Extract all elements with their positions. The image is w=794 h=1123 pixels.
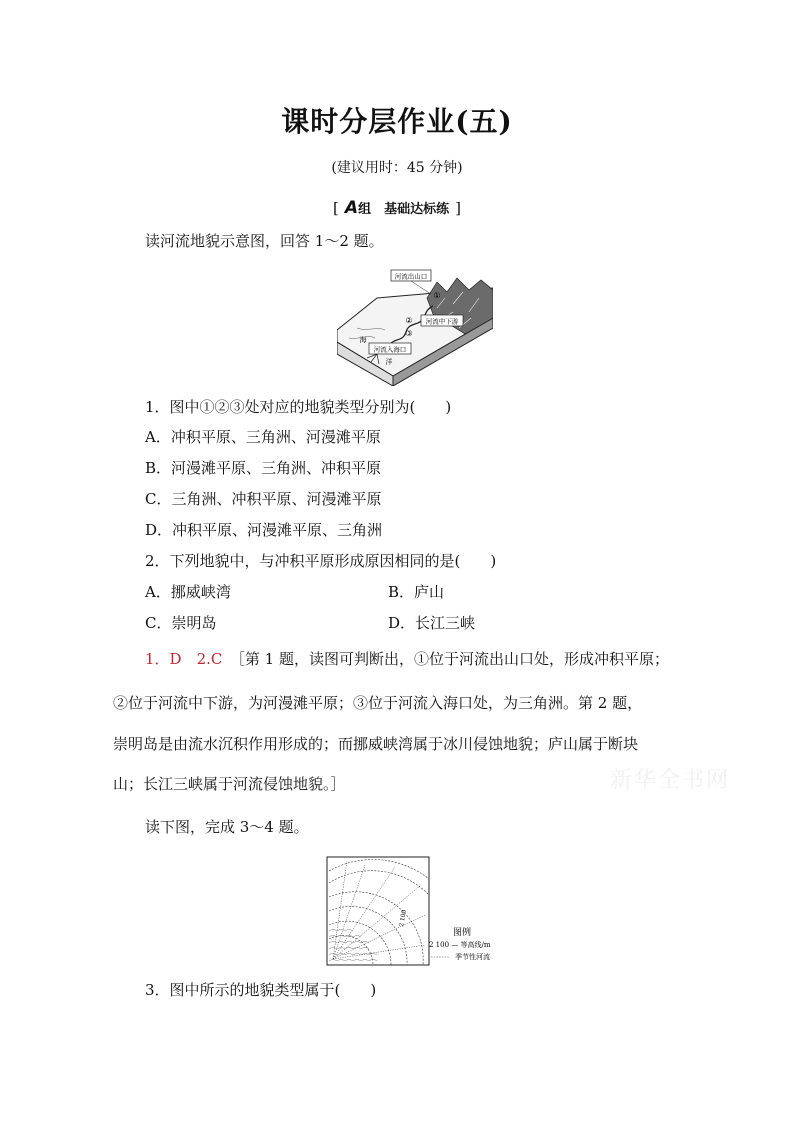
fig1-marker-2: ② <box>405 316 413 325</box>
answer-key: 1．D 2.C <box>145 650 223 668</box>
page-title: 课时分层作业(五) <box>281 105 513 138</box>
fig1-marker-1: ① <box>433 291 441 300</box>
answer-line-1 <box>145 652 669 667</box>
legend-contour: 2 100 — 等高线/m <box>429 941 491 949</box>
intro-1: 读河流地貌示意图，回答 1～2 题。 <box>145 232 384 250</box>
group-heading <box>0 198 794 218</box>
group-text: 组 基础达标练 <box>358 202 450 217</box>
intro-2: 读下图，完成 3～4 题。 <box>145 818 309 836</box>
river-landform-diagram <box>337 268 493 386</box>
answer-explanation-1: ［第 1 题，读图可判断出，①位于河流出山口处，形成冲积平原； <box>237 650 669 668</box>
fig1-label-mountain-outlet: 河流出山口 <box>394 272 428 281</box>
group-bracket-open: [ <box>333 199 339 217</box>
fig1-label-midstream: 河流中下游 <box>425 317 459 326</box>
answer-explanation-2: ②位于河流中下游，为河漫滩平原；③位于河流入海口处，为三角洲。第 2 题， <box>113 694 643 712</box>
question-1-option-b: B．河漫滩平原、三角洲、冲积平原 <box>145 459 382 477</box>
contour-map <box>325 855 505 970</box>
fig1-sea-label-1: 海 <box>359 336 367 344</box>
question-1-option-d: D．冲积平原、河漫滩平原、三角洲 <box>145 521 383 539</box>
fig1-label-estuary: 河流入海口 <box>373 345 407 354</box>
answer-explanation-4: 山；长江三峡属于河流侵蚀地貌。］ <box>113 775 346 793</box>
question-2-stem: 2．下列地貌中，与冲积平原形成原因相同的是( ) <box>145 552 497 570</box>
question-2-option-d: D．长江三峡 <box>388 614 476 632</box>
legend-title: 图例 <box>453 928 472 938</box>
answer-explanation-3: 崇明岛是由流水沉积作用形成的；而挪威峡湾属于冰川侵蚀地貌；庐山属于断块 <box>113 735 639 753</box>
group-bracket-close: ] <box>455 199 461 217</box>
question-2-option-b: B．庐山 <box>388 583 445 601</box>
question-1-option-a: A．冲积平原、三角洲、河漫滩平原 <box>145 428 381 446</box>
question-1-stem: 1．图中①②③处对应的地貌类型分别为( ) <box>145 398 452 416</box>
contour-value-label: 2 100 <box>398 909 408 928</box>
group-letter: A <box>344 198 359 218</box>
suggested-time: (建议用时：45 分钟) <box>331 160 463 176</box>
watermark: 新华全书网 <box>610 768 731 793</box>
question-1-option-c: C．三角洲、冲积平原、河漫滩平原 <box>145 490 382 508</box>
question-3-stem: 3．图中所示的地貌类型属于( ) <box>145 981 377 999</box>
question-2-option-a: A．挪威峡湾 <box>145 583 231 601</box>
fig1-sea-label-2: 洋 <box>385 358 393 366</box>
legend-seasonal-river: 季节性河流 <box>455 953 490 961</box>
question-2-option-c: C．崇明岛 <box>145 614 217 632</box>
fig1-marker-3: ③ <box>405 329 413 338</box>
